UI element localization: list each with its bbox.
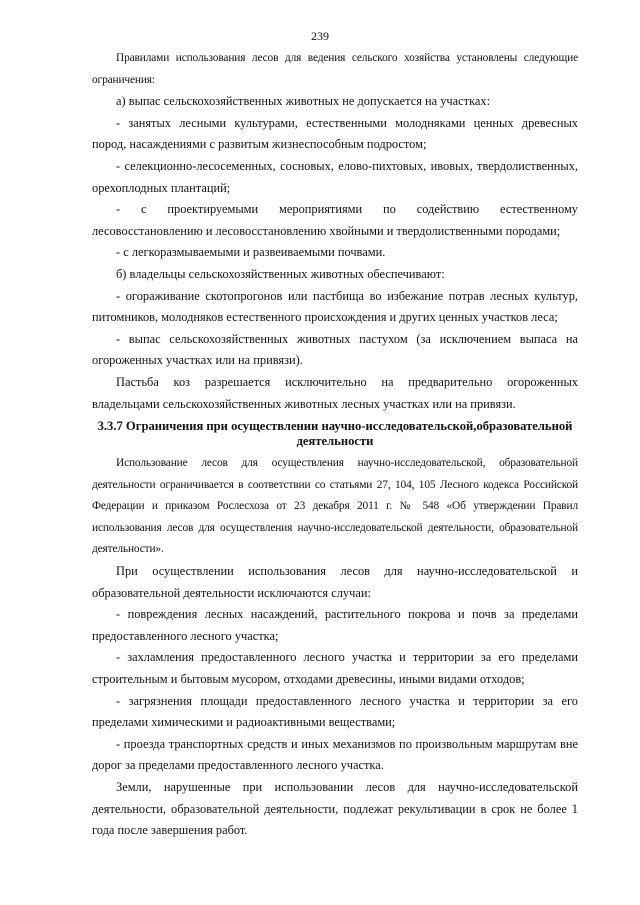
- paragraph-littering: - захламления предоставленного лесного участка и территории за его пределами строительным и бытовым мусором, отходами древесины, иными видами отходов;: [92, 650, 578, 687]
- paragraph-restrictions-intro: Правилами использования лесов для ведения сельского хозяйства установлены следующие ограничения:: [92, 52, 578, 86]
- paragraph-recultivation: Земли, нарушенные при использовании лесов для научно-исследовательской деятельности, образовательной деятельности, подлежат рекультивации в срок не более 1 года после завершения работ.: [92, 780, 578, 838]
- paragraph-plantations: - селекционно-лесосеменных, сосновых, елово-пихтовых, ивовых, твердолиственных, орехоплодных плантаций;: [92, 158, 578, 195]
- paragraph-forest-cultures: - занятых лесными культурами, естественными молодняками ценных древесных пород, насаждениями с развитым жизнеспособным подростом;: [92, 115, 578, 152]
- paragraph-pollution: - загрязнения площади предоставленного лесного участка и территории за его пределами химическими и радиоактивными веществами;: [92, 693, 578, 730]
- page-number: 239: [311, 29, 329, 43]
- paragraph-vehicles: - проезда транспортных средств и иных механизмов по произвольным маршрутам вне дорог за пределами предоставленного лесного участка.: [92, 736, 578, 773]
- section-heading: 3.3.7 Ограничения при осуществлении научно-исследовательской,образовательной деятельности: [97, 419, 573, 449]
- paragraph-excluded-cases: При осуществлении использования лесов для научно-исследовательской и образовательной деятельности исключаются случаи:: [92, 564, 578, 600]
- paragraph-goats: Пастьба коз разрешается исключительно на предварительно огороженных владельцами сельскохозяйственных животных лесных участках или на привязи.: [92, 374, 578, 411]
- paragraph-fencing: - огораживание скотопрогонов или пастбища во избежание потрав лесных культур, питомников, молодняков естественного происхождения и других ценных участков леса;: [92, 288, 578, 325]
- page-content: [92, 48, 578, 842]
- paragraph-damage: - повреждения лесных насаждений, растительного покрова и почв за пределами предоставленного лесного участка;: [92, 607, 578, 643]
- paragraph-owners-ensure: б) владельцы сельскохозяйственных животных обеспечивают:: [116, 266, 445, 281]
- paragraph-shepherd: - выпас сельскохозяйственных животных пастухом (за исключением выпаса на огороженных участках или на привязи).: [92, 331, 578, 368]
- paragraph-reforestation: - с проектируемыми мероприятиями по содействию естественному лесовосстановлению и лесовосстановлению хвойными и твердолиственными породами;: [92, 202, 578, 238]
- paragraph-grazing-prohibited: а) выпас сельскохозяйственных животных не допускается на участках:: [116, 94, 491, 109]
- paragraph-erodible-soils: - с легкоразмываемыми и развеиваемыми почвами.: [116, 245, 386, 260]
- paragraph-research-usage: Использование лесов для осуществления научно-исследовательской, образовательной деятельности ограничивается в соответствии со статьями 27, 104, 105 Лесного кодекса Российской Федерации и приказом Рослесхоза от 23 декабря 2011 г. № 548 «Об утверждении Правил использования лесов для осуществления научно-исследовательской деятельности, образовательной деятельности».: [92, 457, 578, 556]
